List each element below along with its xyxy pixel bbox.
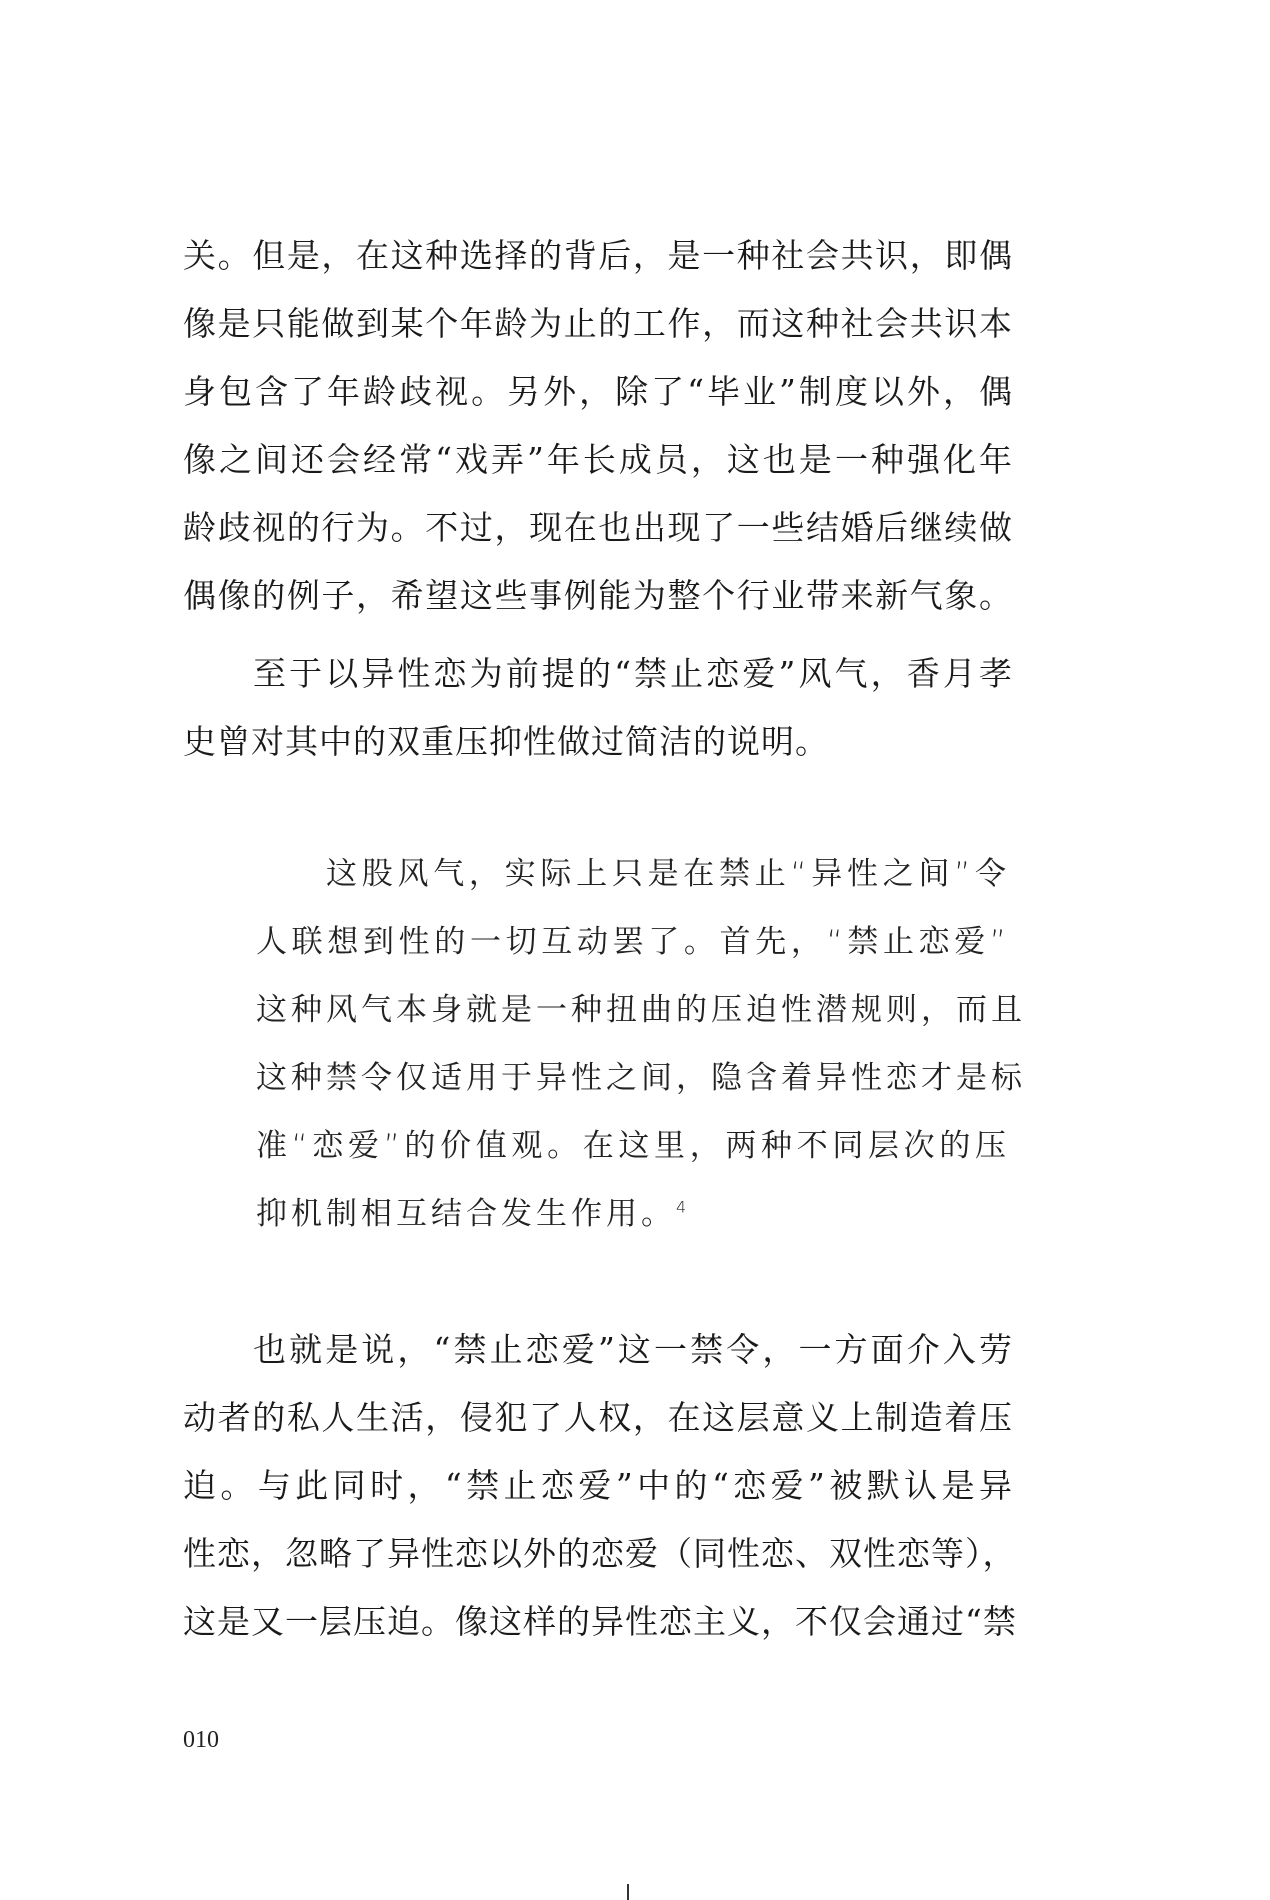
quote-line: 这股风气，实际上只是在禁止“异性之间”令 (326, 856, 1010, 892)
text-line: 偶像的例子，希望这些事例能为整个行业带来新气象。 (183, 576, 1013, 615)
text-line: 像是只能做到某个年龄为止的工作，而这种社会共识本 (183, 304, 1013, 343)
text-line: 像之间还会经常“戏弄”年长成员，这也是一种强化年 (183, 440, 1013, 479)
quote-line: 准“恋爱”的价值观。在这里，两种不同层次的压 (256, 1128, 1010, 1164)
text-line: 这是又一层压迫。像这样的异性恋主义，不仅会通过“禁 (183, 1602, 1017, 1641)
block-quote (256, 840, 1026, 1248)
quote-line-text: 抑机制相互结合发生作用。 (256, 1196, 676, 1232)
crop-mark (627, 1884, 629, 1900)
quote-line: 这种风气本身就是一种扭曲的压迫性潜规则，而且 (256, 992, 1026, 1028)
paragraph-analysis (183, 1316, 1017, 1656)
text-line: 身包含了年龄歧视。另外，除了“毕业”制度以外，偶 (183, 372, 1013, 411)
quote-line: 这种禁令仅适用于异性之间，隐含着异性恋才是标 (256, 1060, 1026, 1096)
text-line: 史曾对其中的双重压抑性做过简洁的说明。 (183, 722, 829, 761)
text-line: 也就是说，“禁止恋爱”这一禁令，一方面介入劳 (253, 1330, 1013, 1369)
quote-line: 人联想到性的一切互动罢了。首先，“禁止恋爱” (256, 924, 1010, 960)
text-line: 性恋，忽略了异性恋以外的恋爱（同性恋、双性恋等）， (183, 1534, 1017, 1573)
text-line: 龄歧视的行为。不过，现在也出现了一些结婚后继续做 (183, 508, 1013, 547)
quote-line-last (256, 1180, 1010, 1248)
text-line: 迫。与此同时，“禁止恋爱”中的“恋爱”被默认是异 (183, 1466, 1013, 1505)
page-number: 010 (183, 1727, 219, 1753)
paragraph-continuation (183, 222, 1013, 630)
text-line: 动者的私人生活，侵犯了人权，在这层意义上制造着压 (183, 1398, 1013, 1437)
text-line: 至于以异性恋为前提的“禁止恋爱”风气，香月孝 (253, 654, 1013, 693)
text-line: 关。但是，在这种选择的背后，是一种社会共识，即偶 (183, 236, 1013, 275)
footnote-marker: 4 (676, 1197, 687, 1217)
paragraph-intro-quote (183, 640, 1013, 776)
